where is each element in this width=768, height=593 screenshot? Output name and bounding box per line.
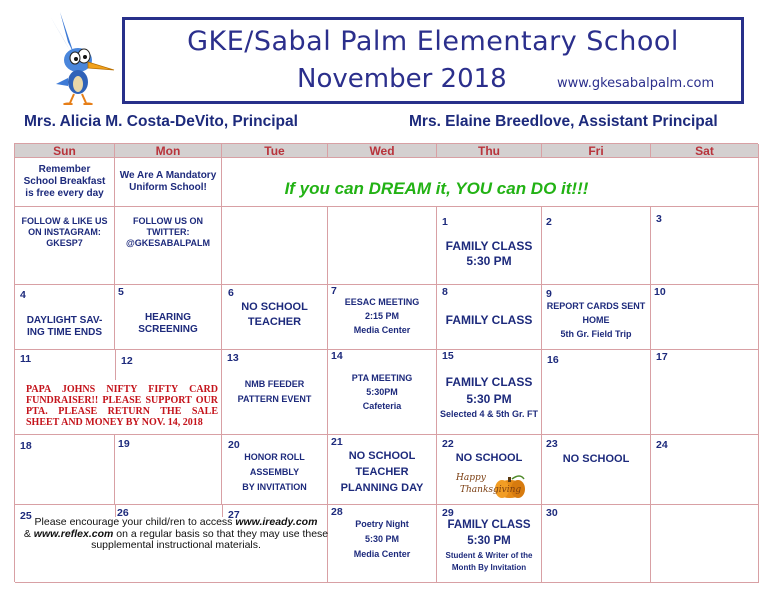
day-number: 15 [442,350,454,362]
motto: If you can DREAM it, YOU can DO it!!! [284,179,589,198]
title-box [122,17,744,104]
day-number: 12 [121,355,133,367]
event-pta-meeting: PTA MEETING 5:30PM Cafeteria [351,373,413,411]
day-number: 20 [228,439,240,451]
calendar-cell [115,158,222,207]
calendar-cell [222,350,328,435]
day-number: 30 [546,507,558,519]
thanksgiving-pumpkin-icon [454,466,532,502]
website-link[interactable]: www.gkesabalpalm.com [557,76,715,91]
breakfast-note: Remember School Breakfast is free every day [23,164,106,199]
cell-divider [115,505,116,517]
event-no-school: NO SCHOOL TEACHER [241,301,308,328]
event-hearing-screening: HEARING SCREENING [138,312,198,335]
event-no-school: NO SCHOOL [562,453,630,465]
day-number: 1 [442,216,448,228]
day-number: 22 [442,438,454,450]
calendar-cell [437,350,542,435]
calendar-cell [15,207,115,285]
assistant-principal-name: Mrs. Elaine Breedlove, Assistant Principal [409,113,718,130]
calendar-cell [115,285,222,350]
day-number: 17 [656,351,668,363]
day-number: 19 [118,438,130,450]
principal-name: Mrs. Alicia M. Costa-DeVito, Principal [24,113,298,130]
cell-divider [115,350,116,380]
day-header-sat: Sat [651,144,759,158]
iready-link[interactable]: www.iready.com [235,516,318,528]
event-daylight-saving: DAYLIGHT SAV- ING TIME ENDS [26,315,103,338]
school-name: GKE/Sabal Palm Elementary School [187,26,679,57]
calendar-cell [542,350,651,435]
event-report-cards: REPORT CARDS SENT HOME 5th Gr. Field Trip [546,301,646,339]
day-number: 6 [228,287,234,299]
event-no-school: NO SCHOOL [455,452,523,464]
calendar-cell [651,285,759,350]
day-number: 21 [331,436,343,448]
calendar-cell [328,285,437,350]
day-number: 5 [118,286,124,298]
day-number: 29 [442,507,454,519]
day-header-mon: Mon [115,144,222,158]
day-header-fri: Fri [542,144,651,158]
day-number: 28 [331,506,343,518]
day-number: 7 [331,285,337,297]
event-family-class: FAMILY CLASS 5:30 PM [445,239,533,268]
calendar-cell [222,435,328,505]
calendar-cell [222,285,328,350]
reflex-link[interactable]: www.reflex.com [33,527,114,540]
calendar-cell [328,505,437,583]
day-number: 2 [546,216,552,228]
day-header-tue: Tue [222,144,328,158]
event-planning-day: NO SCHOOL TEACHER PLANNING DAY [340,450,424,494]
calendar-cell [15,435,115,505]
event-poetry-night: Poetry Night 5:30 PM Media Center [353,519,411,559]
calendar-cell [542,207,651,285]
thanksgiving-line2: Thanksgiving [460,485,522,495]
calendar-cell [651,350,759,435]
calendar-cell [542,505,651,583]
twitter-note: FOLLOW US ON TWITTER: @GKESABALPALM [125,216,211,248]
fundraiser-cell [15,350,222,435]
day-header-sun: Sun [15,144,115,158]
calendar-cell [437,207,542,285]
calendar-cell [651,435,759,505]
event-family-class: FAMILY CLASS 5:30 PM Selected 4 & 5th Gr. FT [439,375,539,419]
iready-cell [15,505,328,583]
event-family-class: FAMILY CLASS 5:30 PM Student & Writer of the Month By Invitation [445,519,533,572]
calendar-cell [328,207,437,285]
roadrunner-mascot [38,10,118,105]
day-number: 8 [442,286,448,298]
month-year: November 2018 [297,64,507,94]
calendar-cell [115,435,222,505]
event-family-class: FAMILY CLASS [445,313,533,327]
day-number: 9 [546,288,552,300]
event-honor-roll: HONOR ROLL ASSEMBLY BY INVITATION [242,452,307,492]
calendar-cell [651,505,759,583]
calendar-cell [437,285,542,350]
day-number: 27 [228,509,240,521]
calendar-grid [14,143,758,582]
calendar-cell [542,285,651,350]
calendar-cell [328,435,437,505]
calendar-cell [115,207,222,285]
iready-notice: Please encourage your child/ren to access www.iready.com & www.reflex.com on a regular basis so that they may use these supplemental instructional materials. [23,516,329,551]
thanksgiving-line1: Happy [456,473,486,483]
calendar-cell [542,435,651,505]
calendar-cell [15,285,115,350]
day-number: 26 [117,507,129,519]
calendar-cell [651,207,759,285]
calendar-cell [15,158,115,207]
event-nmb-feeder: NMB FEEDER PATTERN EVENT [237,379,312,404]
day-number: 11 [20,353,32,365]
calendar-cell [651,158,759,207]
calendar-cell [437,505,542,583]
day-number: 25 [20,510,32,522]
day-number: 3 [656,213,662,225]
fundraiser-notice: PAPA JOHNS NIFTY FIFTY CARD FUNDRAISER!! PLEASE SUPPORT OUR PTA. PLEASE RETURN THE SALE SHEET AND MONEY BY NOV. 14, 2018 [26,384,218,428]
day-number: 14 [331,350,343,362]
day-number: 10 [654,286,666,298]
day-header-wed: Wed [328,144,437,158]
day-number: 4 [20,289,26,301]
day-header-thu: Thu [437,144,542,158]
day-number: 23 [546,438,558,450]
uniform-note: We Are A Mandatory Uniform School! [119,170,217,193]
cell-divider [222,505,223,517]
day-number: 24 [656,439,668,451]
calendar-cell [328,350,437,435]
event-eesac-meeting: EESAC MEETING 2:15 PM Media Center [344,297,420,335]
day-number: 16 [547,354,559,366]
day-number: 18 [20,440,32,452]
calendar-cell [222,207,328,285]
day-number: 13 [227,352,239,364]
instagram-note: FOLLOW & LIKE US ON INSTAGRAM: GKESP7 [21,216,108,248]
